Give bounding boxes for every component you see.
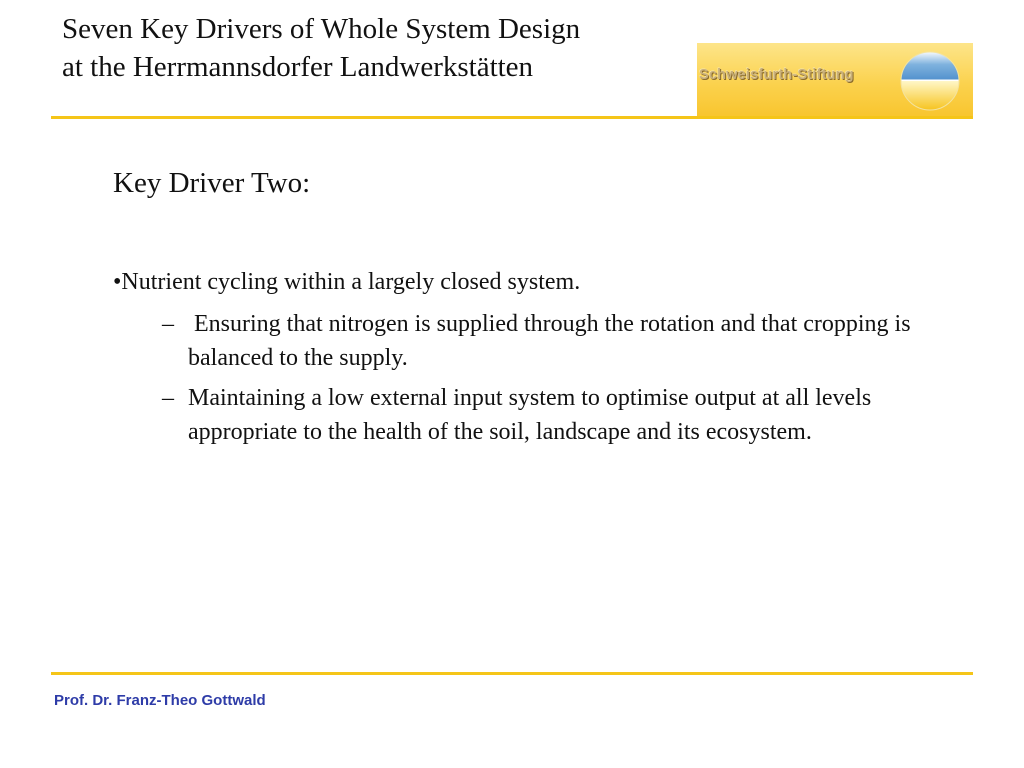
sun-horizon-icon	[900, 51, 960, 111]
dash-marker: –	[162, 311, 174, 337]
section-heading: Key Driver Two:	[113, 167, 311, 199]
sub-bullet-item	[162, 381, 922, 449]
sub-bullet-text: Ensuring that nitrogen is supplied through the rotation and that cropping is balanced to the supply.	[188, 311, 917, 371]
header-divider	[51, 116, 973, 119]
slide-title	[62, 10, 702, 86]
dash-marker: –	[162, 385, 174, 411]
slide-title-line-2: at the Herrmannsdorfer Landwerkstätten	[62, 51, 534, 83]
slide-title-line-1: Seven Key Drivers of Whole System Design	[62, 13, 581, 45]
logo-wordmark: Schweisfurth-Stiftung	[699, 67, 854, 83]
foundation-logo	[697, 43, 973, 117]
footer-divider	[51, 672, 973, 675]
main-bullet: •Nutrient cycling within a largely closed system.	[113, 269, 581, 295]
footer-author: Prof. Dr. Franz-Theo Gottwald	[54, 692, 266, 709]
sub-bullet-text: Maintaining a low external input system to optimise output at all levels appropriate to the health of the soil, landscape and its ecosystem.	[188, 385, 872, 445]
sub-bullet-item	[162, 307, 922, 375]
